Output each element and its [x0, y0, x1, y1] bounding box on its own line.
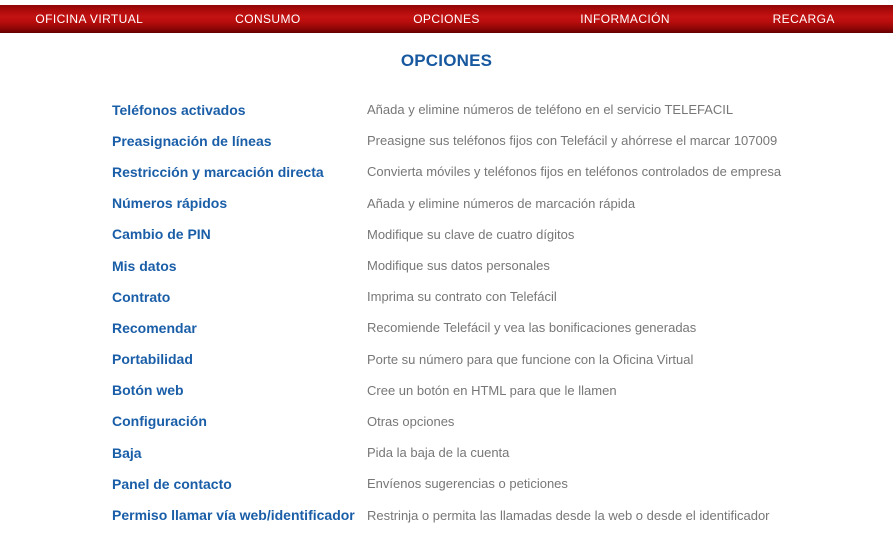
option-description: Recomiende Telefácil y vea las bonificaciones generadas: [367, 320, 697, 336]
option-row-cambio-de-pin: [0, 219, 893, 250]
option-row-contrato: [0, 281, 893, 312]
option-link-configuracion[interactable]: Configuración: [112, 413, 207, 430]
option-row-panel-de-contacto: [0, 468, 893, 499]
option-link-contrato[interactable]: Contrato: [112, 288, 171, 305]
option-description: Envíenos sugerencias o peticiones: [367, 476, 568, 492]
nav-item-consumo[interactable]: CONSUMO: [235, 12, 301, 26]
option-description: Otras opciones: [367, 413, 455, 429]
option-link-restriccion-y-marcacion-directa[interactable]: Restricción y marcación directa: [112, 163, 324, 180]
options-list: [0, 94, 893, 531]
option-link-telefonos-activados[interactable]: Teléfonos activados: [112, 101, 246, 118]
option-row-portabilidad: [0, 344, 893, 375]
nav-item-opciones[interactable]: OPCIONES: [413, 12, 480, 26]
option-link-panel-de-contacto[interactable]: Panel de contacto: [112, 475, 232, 492]
option-description: Convierta móviles y teléfonos fijos en teléfonos controlados de empresa: [367, 164, 782, 180]
nav-item-recarga[interactable]: RECARGA: [772, 12, 835, 26]
option-link-permiso-llamar-via-web-identificador[interactable]: Permiso llamar vía web/identificador: [112, 507, 355, 524]
option-link-boton-web[interactable]: Botón web: [112, 382, 184, 399]
nav-item-oficina-virtual[interactable]: OFICINA VIRTUAL: [35, 12, 144, 26]
option-link-mis-datos[interactable]: Mis datos: [112, 257, 177, 274]
option-description: Restrinja o permita las llamadas desde la web o desde el identificador: [367, 507, 770, 523]
option-link-recomendar[interactable]: Recomendar: [112, 319, 197, 336]
nav-item-informacion[interactable]: INFORMACIÓN: [580, 12, 670, 26]
option-description: Imprima su contrato con Telefácil: [367, 289, 557, 305]
option-row-boton-web: [0, 375, 893, 406]
option-row-mis-datos: [0, 250, 893, 281]
option-description: Añada y elimine números de teléfono en el servicio TELEFACIL: [367, 102, 734, 118]
option-description: Modifique su clave de cuatro dígitos: [367, 226, 575, 242]
option-link-cambio-de-pin[interactable]: Cambio de PIN: [112, 226, 211, 243]
option-description: Pida la baja de la cuenta: [367, 445, 510, 461]
option-description: Modifique sus datos personales: [367, 258, 550, 274]
option-link-numeros-rapidos[interactable]: Números rápidos: [112, 195, 228, 212]
option-row-baja: [0, 437, 893, 468]
option-description: Porte su número para que funcione con la Oficina Virtual: [367, 351, 694, 367]
option-row-telefonos-activados: [0, 94, 893, 125]
option-row-numeros-rapidos: [0, 188, 893, 219]
option-description: Preasigne sus teléfonos fijos con Telefácil y ahórrese el marcar 107009: [367, 133, 778, 149]
option-description: Cree un botón en HTML para que le llamen: [367, 382, 617, 398]
option-link-baja[interactable]: Baja: [112, 444, 142, 461]
option-link-preasignacion-de-lineas[interactable]: Preasignación de líneas: [112, 132, 272, 149]
option-row-restriccion-y-marcacion-directa: [0, 156, 893, 187]
option-row-configuracion: [0, 406, 893, 437]
option-row-recomendar: [0, 312, 893, 343]
option-description: Añada y elimine números de marcación rápida: [367, 195, 636, 211]
option-link-portabilidad[interactable]: Portabilidad: [112, 351, 193, 368]
option-row-preasignacion-de-lineas: [0, 125, 893, 156]
option-row-permiso-llamar-via-web-identificador: [0, 499, 893, 530]
page-title: OPCIONES: [400, 51, 493, 70]
top-navbar: [0, 5, 893, 33]
